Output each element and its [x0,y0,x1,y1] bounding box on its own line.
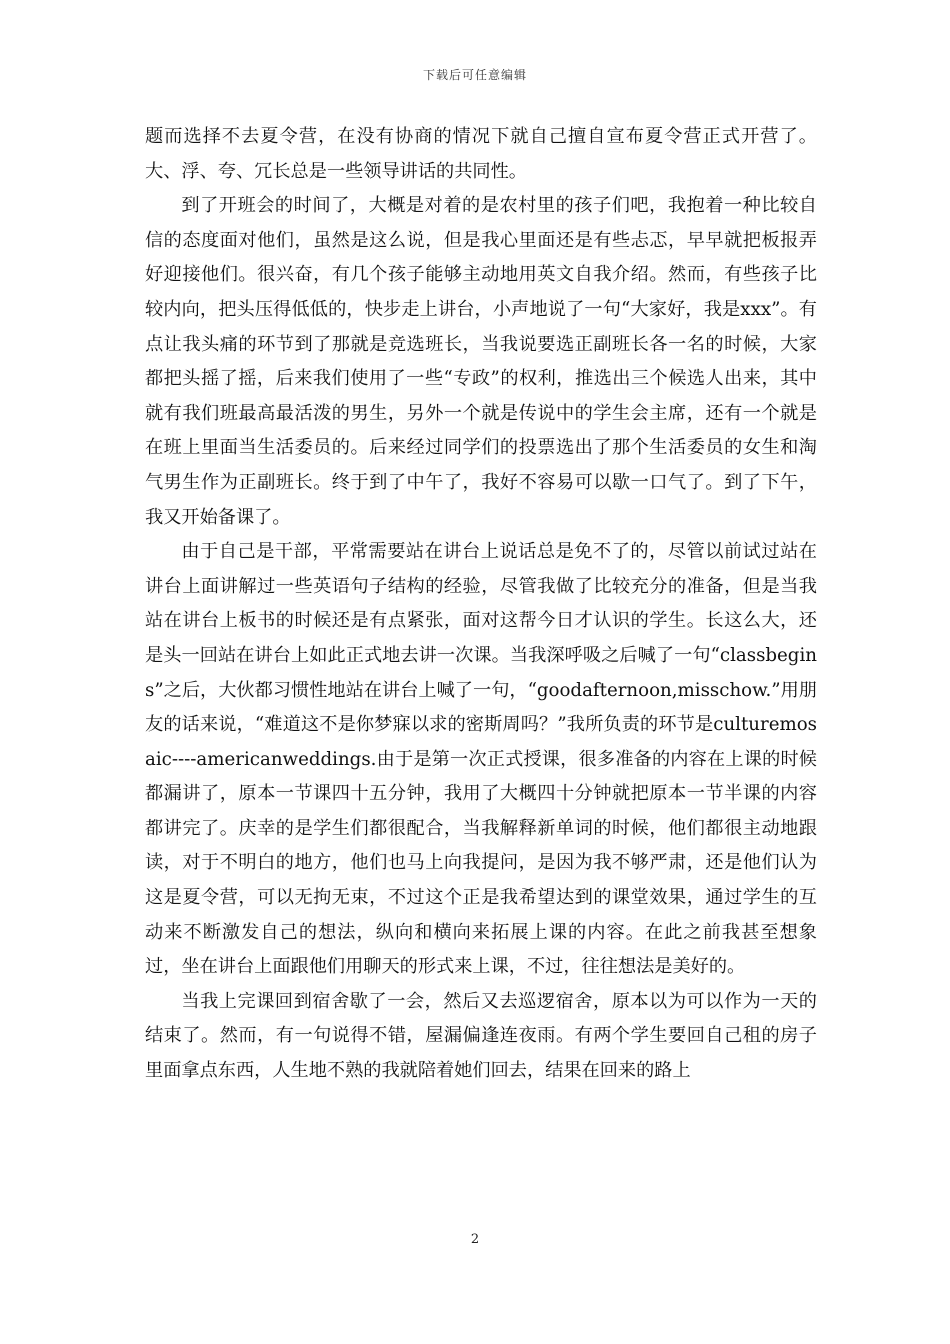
paragraph-1: 题而选择不去夏令营，在没有协商的情况下就自己擅自宣布夏令营正式开营了。大、浮、夸、冗长总是一些领导讲话的共同性。 [145,126,817,182]
page-number: 2 [470,1232,480,1247]
paragraph-2: 到了开班会的时间了，大概是对着的是农村里的孩子们吧，我抱着一种比较自信的态度面对他们，虽然是这么说，但是我心里面还是有些忐忑，早早就把板报弄好迎接他们。很兴奋，有几个孩子能够主动地用英文自我介绍。然而，有些孩子比较内向，把头压得低低的，快步走上讲台，小声地说了一句“大家好，我是xxx”。有点让我头痛的环节到了那就是竞选班长，当我说要选正副班长各一名的时候，大家都把头摇了摇，后来我们使用了一些“专政”的权利，推选出三个候选人出来，其中就有我们班最高最活泼的男生，另外一个就是传说中的学生会主席，还有一个就是在班上里面当生活委员的。后来经过同学们的投票选出了那个生活委员的女生和淘气男生作为正副班长。终于到了中午了，我好不容易可以歇一口气了。到了下午，我又开始备课了。 [145,195,817,528]
body-text [145,120,817,1089]
paragraph-4: 当我上完课回到宿舍歇了一会，然后又去巡逻宿舍，原本以为可以作为一天的结束了。然而，有一句说得不错，屋漏偏逢连夜雨。有两个学生要回自己租的房子里面拿点东西，人生地不熟的我就陪着她们回去，结果在回来的路上 [145,990,817,1082]
page-header: 下载后可任意编辑 [422,68,527,82]
paragraph-3: 由于自己是干部，平常需要站在讲台上说话总是免不了的，尽管以前试过站在讲台上面讲解过一些英语句子结构的经验，尽管我做了比较充分的准备，但是当我站在讲台上板书的时候还是有点紧张，面对这帮今日才认识的学生。长这么大，还是头一回站在讲台上如此正式地去讲一次课。当我深呼吸之后喊了一句“classbegins”之后，大伙都习惯性地站在讲台上喊了一句，“goodafternoon,misschow.”用朋友的话来说，“难道这不是你梦寐以求的密斯周吗？”我所负责的环节是culturemosaic----americanweddings.由于是第一次正式授课，很多准备的内容在上课的时候都漏讲了，原本一节课四十五分钟，我用了大概四十分钟就把原本一节半课的内容都讲完了。庆幸的是学生们都很配合，当我解释新单词的时候，他们都很主动地跟读，对于不明白的地方，他们也马上向我提问，是因为我不够严肃，还是他们认为这是夏令营，可以无拘无束，不过这个正是我希望达到的课堂效果，通过学生的互动来不断激发自己的想法，纵向和横向来拓展上课的内容。在此之前我甚至想象过，坐在讲台上面跟他们用聊天的形式来上课，不过，往往想法是美好的。 [145,541,817,978]
